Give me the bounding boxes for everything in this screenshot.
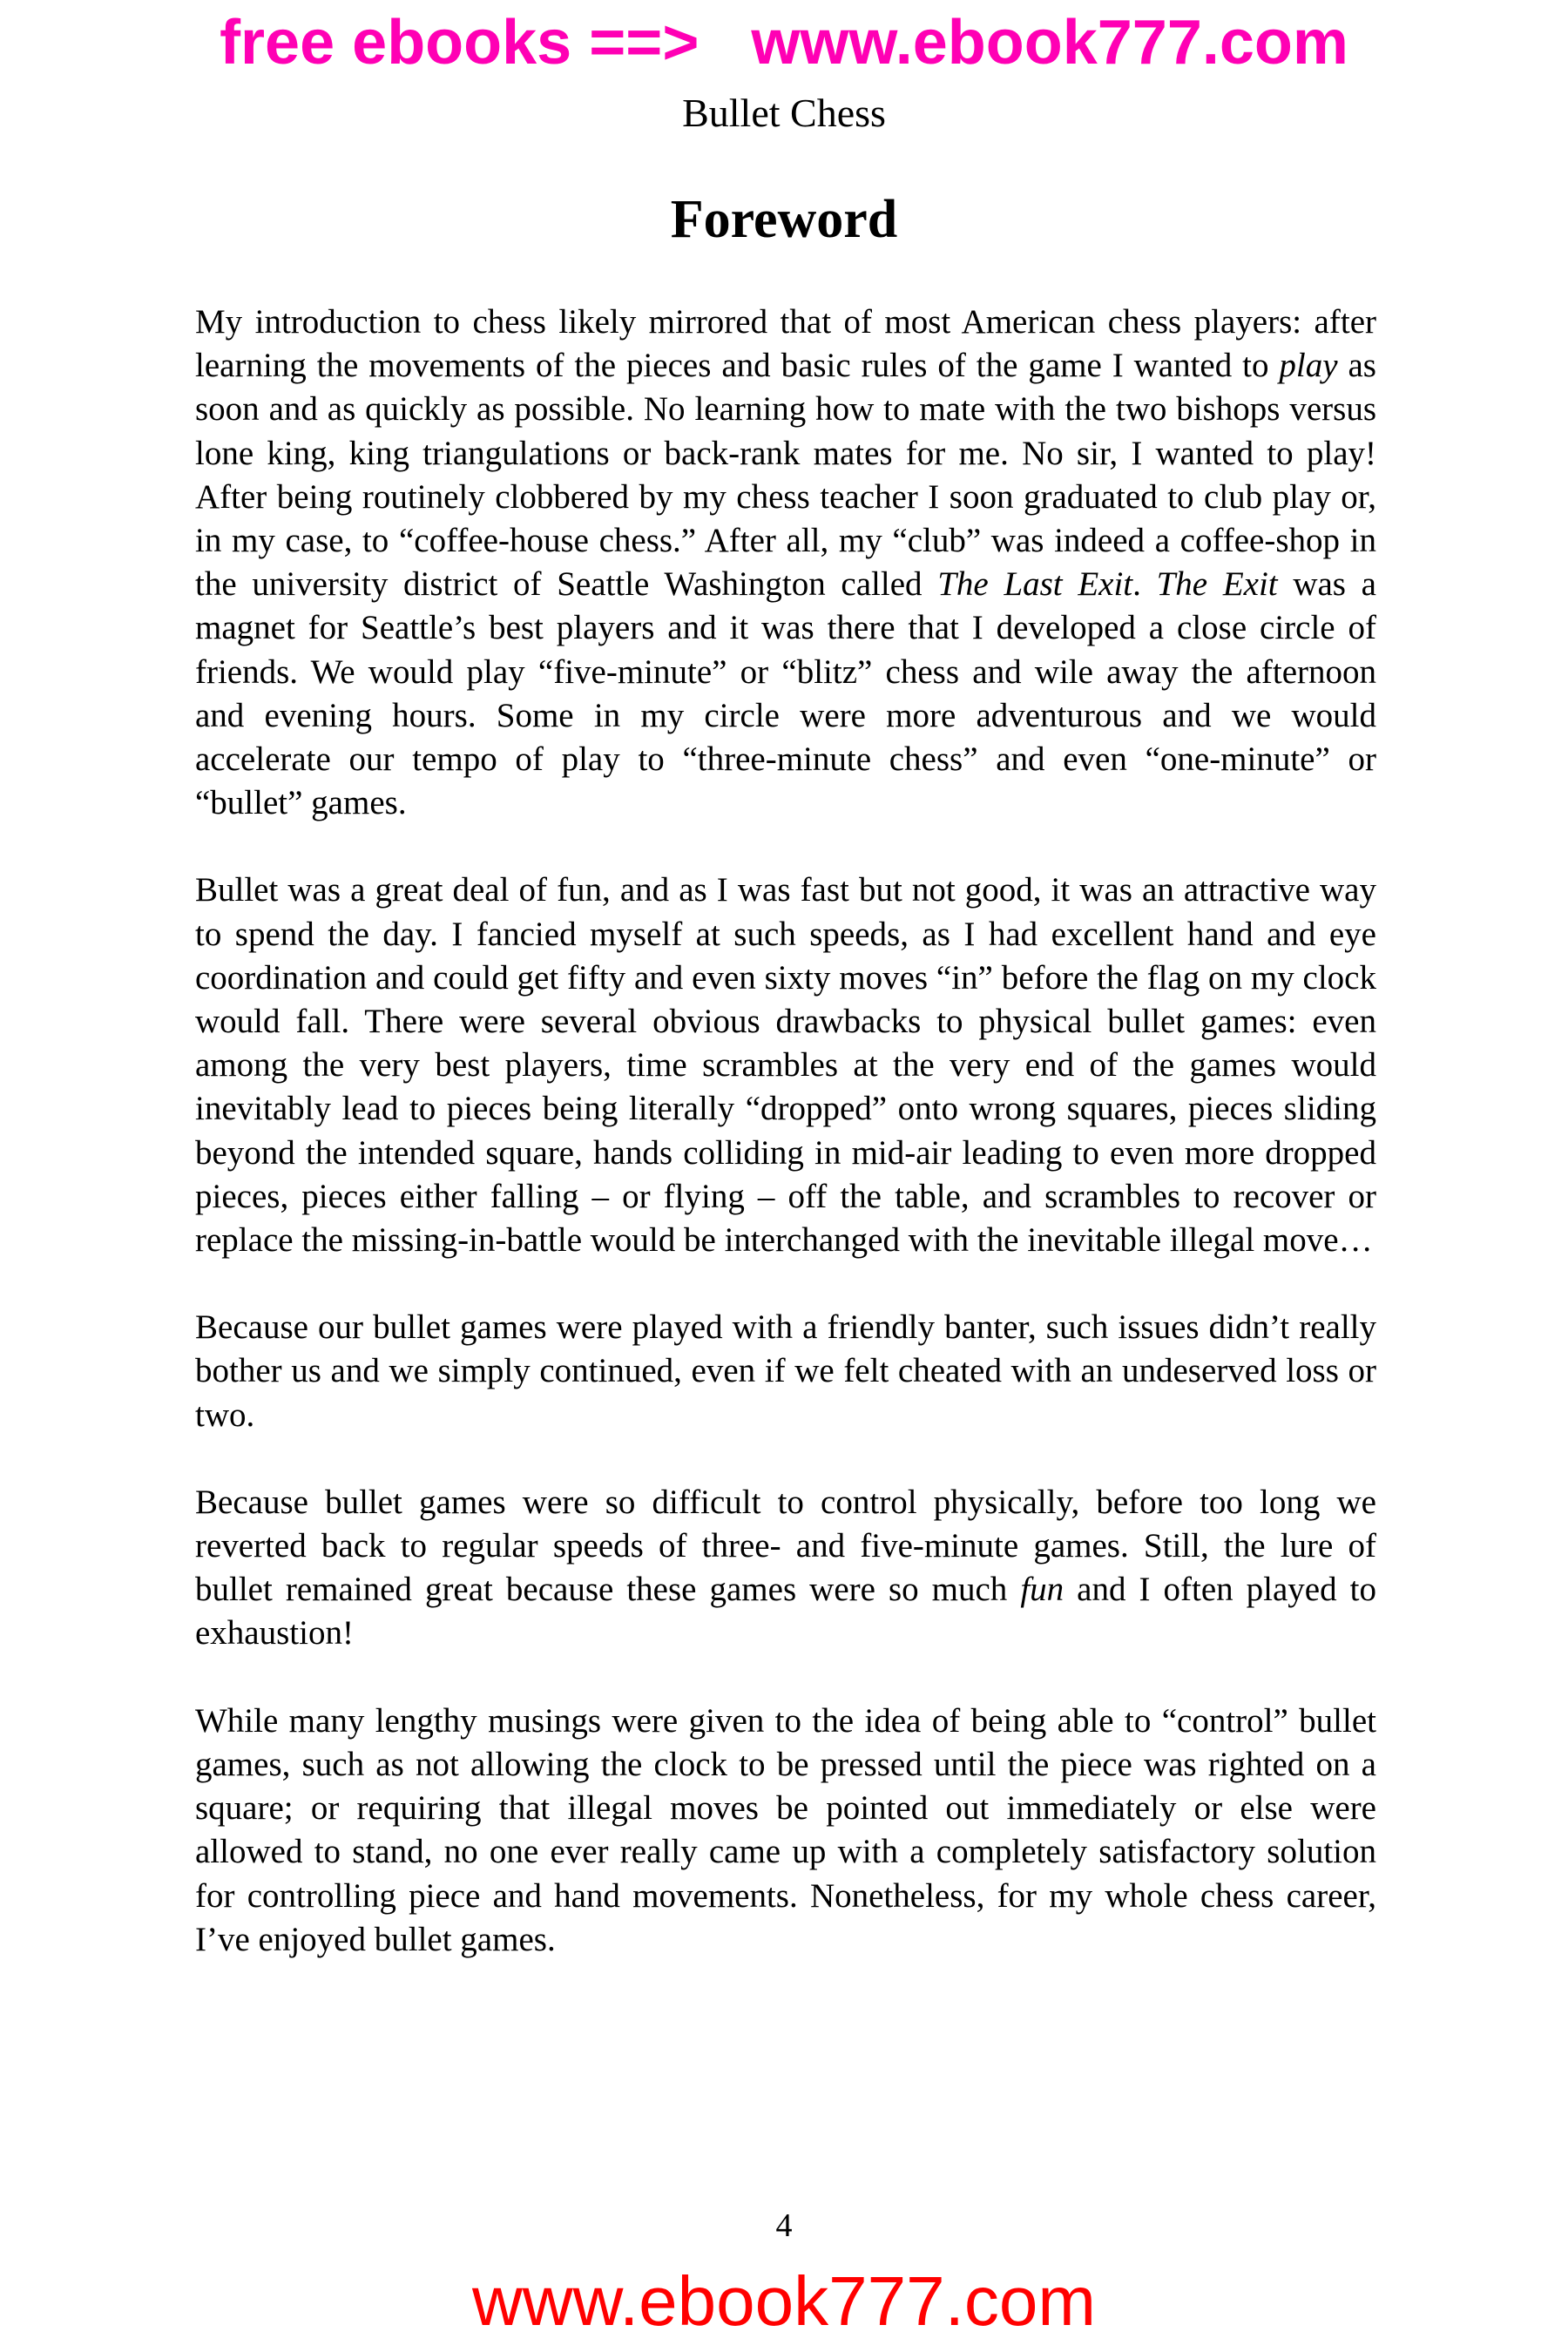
paragraph-1-emphasis-last-exit: The Last Exit: [937, 565, 1133, 604]
bottom-watermark-banner: www.ebook777.com: [472, 2262, 1096, 2340]
page-number: 4: [775, 2207, 793, 2244]
paragraph-1-text-a: My introduction to chess likely mirrored that of most American chess players: after learning the movements of the pieces and basic rules of the game I wanted to: [195, 303, 1376, 385]
paragraph-4-emphasis-fun: fun: [1020, 1571, 1064, 1609]
paragraph-1-emphasis-the-exit: The Exit: [1156, 565, 1278, 604]
running-header-title: Bullet Chess: [682, 91, 886, 135]
paragraph-1: [195, 301, 1376, 825]
paragraph-1-text-b: as soon and as quickly as possible. No learning how to mate with the two bishops versus lone king, king triangulations or back-rank mates for me. No sir, I wanted to play! After being routinely clobbered by my chess teacher I soon graduated to club play or, in my case, to “coffee-house chess.” After all, my “club” was indeed a coffee-shop in the university district of Seattle Washington called: [195, 347, 1376, 604]
paragraph-1-text-d: was a magnet for Seattle’s best players and it was there that I developed a close circle of friends. We would play “five-minute” or “blitz” chess and wile away the afternoon and evening hours. Some in my circle were more adventurous and we would accelerate our tempo of play to “three-minute chess” and even “one-minute” or “bullet” games.: [195, 565, 1376, 822]
top-watermark-banner: free ebooks ==> www.ebook777.com: [220, 8, 1348, 78]
paragraph-5: While many lengthy musings were given to the idea of being able to “control” bullet games, such as not allowing the clock to be pressed until the piece was righted on a square; or requiring that illegal moves be pointed out immediately or else were allowed to stand, no one ever really came up with a completely satisfactory solution for controlling piece and hand movements. Nonetheless, for my whole chess career, I’ve enjoyed bullet games.: [195, 1701, 1376, 1958]
paragraph-3: Because our bullet games were played with a friendly banter, such issues didn’t really bother us and we simply continued, even if we felt cheated with an undeserved loss or two.: [195, 1308, 1376, 1434]
paragraph-1-emphasis-play: play: [1279, 347, 1338, 385]
foreword-body: [195, 301, 1376, 2005]
paragraph-4-text-b: and I often played to exhaustion!: [195, 1571, 1376, 1652]
page-title: Foreword: [670, 190, 898, 249]
paragraph-2: Bullet was a great deal of fun, and as I was fast but not good, it was an attractive way to spend the day. I fancied myself at such speeds, as I had excellent hand and eye coordination and could get fifty and even sixty moves “in” before the flag on my clock would fall. There were several obvious drawbacks to physical bullet games: even among the very best players, time scrambles at the very end of the games would inevitably lead to pieces being literally “dropped” onto wrong squares, pieces sliding beyond the intended square, hands colliding in mid-air leading to even more dropped pieces, pieces either falling – or flying – off the table, and scrambles to recover or replace the missing-in-battle would be interchanged with the inevitable illegal move…: [195, 871, 1376, 1260]
paragraph-1-text-c: .: [1132, 565, 1157, 604]
paragraph-4: [195, 1481, 1376, 1656]
paragraph-4-text-a: Because bullet games were so difficult to control physically, before too long we reverted back to regular speeds of three- and five-minute games. Still, the lure of bullet remained great because these games were so much: [195, 1483, 1376, 1609]
